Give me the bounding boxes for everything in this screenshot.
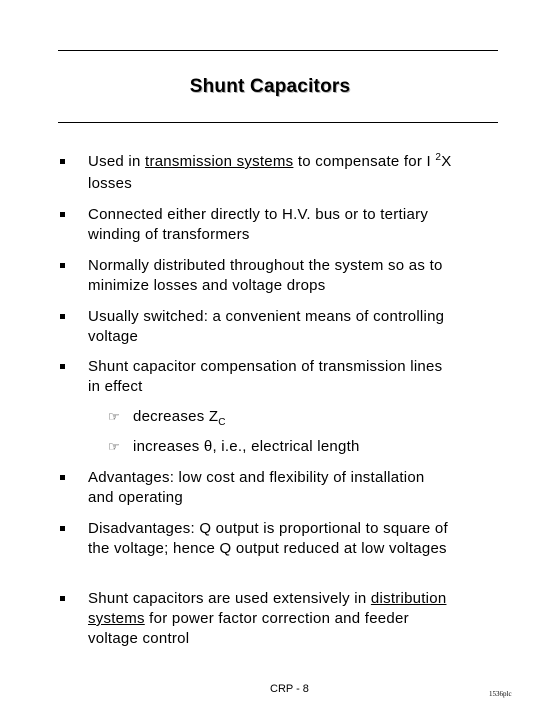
bullet-text <box>88 152 498 194</box>
sub-bullet-text: increases θ, i.e., electrical length <box>133 438 360 455</box>
bullet-text <box>88 589 498 649</box>
bullet-text-part: Usually switched: a convenient means of controlling <box>88 308 445 325</box>
bullet-text-part: Normally distributed throughout the system so as to <box>88 257 443 274</box>
subscript: C <box>218 417 226 428</box>
bullet-text-part: voltage <box>88 328 139 345</box>
bullet-text <box>88 468 498 508</box>
square-bullet-icon <box>60 159 65 164</box>
bullet-text-part: in effect <box>88 378 143 395</box>
bullet-text <box>88 256 498 296</box>
slide-footer: CRP - 8 <box>270 683 309 695</box>
sub-bullet-item <box>108 437 360 457</box>
underlined-term: transmission systems <box>145 153 294 170</box>
bullet-text-part: winding of transformers <box>88 226 250 243</box>
bullet-text-part: losses <box>88 175 133 192</box>
square-bullet-icon <box>60 212 65 217</box>
square-bullet-icon <box>60 314 65 319</box>
bottom-rule <box>58 122 498 123</box>
sub-bullet-item <box>108 407 226 429</box>
bullet-text-part: the voltage; hence Q output reduced at low voltages <box>88 540 447 557</box>
bullet-text-part: voltage control <box>88 630 190 647</box>
bullet-text <box>88 307 498 347</box>
underlined-term: systems <box>88 610 145 627</box>
bullet-text-part: Disadvantages: Q output is proportional to square of <box>88 520 448 537</box>
bullet-text-part: minimize losses and voltage drops <box>88 277 326 294</box>
superscript: 2 <box>435 152 442 163</box>
slide-code: 1536plc <box>489 690 512 698</box>
bullet-text-part: for power factor correction and feeder <box>144 610 409 627</box>
bullet-text-part: X <box>441 153 452 170</box>
bullet-text-part: and operating <box>88 489 183 506</box>
bullet-text-part: Shunt capacitor compensation of transmission lines <box>88 358 443 375</box>
bullet-text-part: Shunt capacitors are used extensively in distribution <box>88 590 447 607</box>
square-bullet-icon <box>60 263 65 268</box>
slide-title: Shunt Capacitors <box>189 76 351 97</box>
pointing-hand-icon: ☞ <box>108 409 120 424</box>
bullet-text <box>88 519 498 559</box>
sub-bullet-text: decreases Z <box>133 408 219 425</box>
square-bullet-icon <box>60 475 65 480</box>
square-bullet-icon <box>60 364 65 369</box>
top-rule <box>58 50 498 51</box>
bullet-text-part: Connected either directly to H.V. bus or to tertiary <box>88 206 429 223</box>
square-bullet-icon <box>60 526 65 531</box>
bullet-text-part: Advantages: low cost and flexibility of installation <box>88 469 425 486</box>
bullet-text <box>88 205 498 245</box>
bullet-text-part: to compensate for I <box>293 153 436 170</box>
bullet-text-part: Used in <box>88 153 146 170</box>
square-bullet-icon <box>60 596 65 601</box>
pointing-hand-icon: ☞ <box>108 439 120 454</box>
bullet-text <box>88 357 498 397</box>
